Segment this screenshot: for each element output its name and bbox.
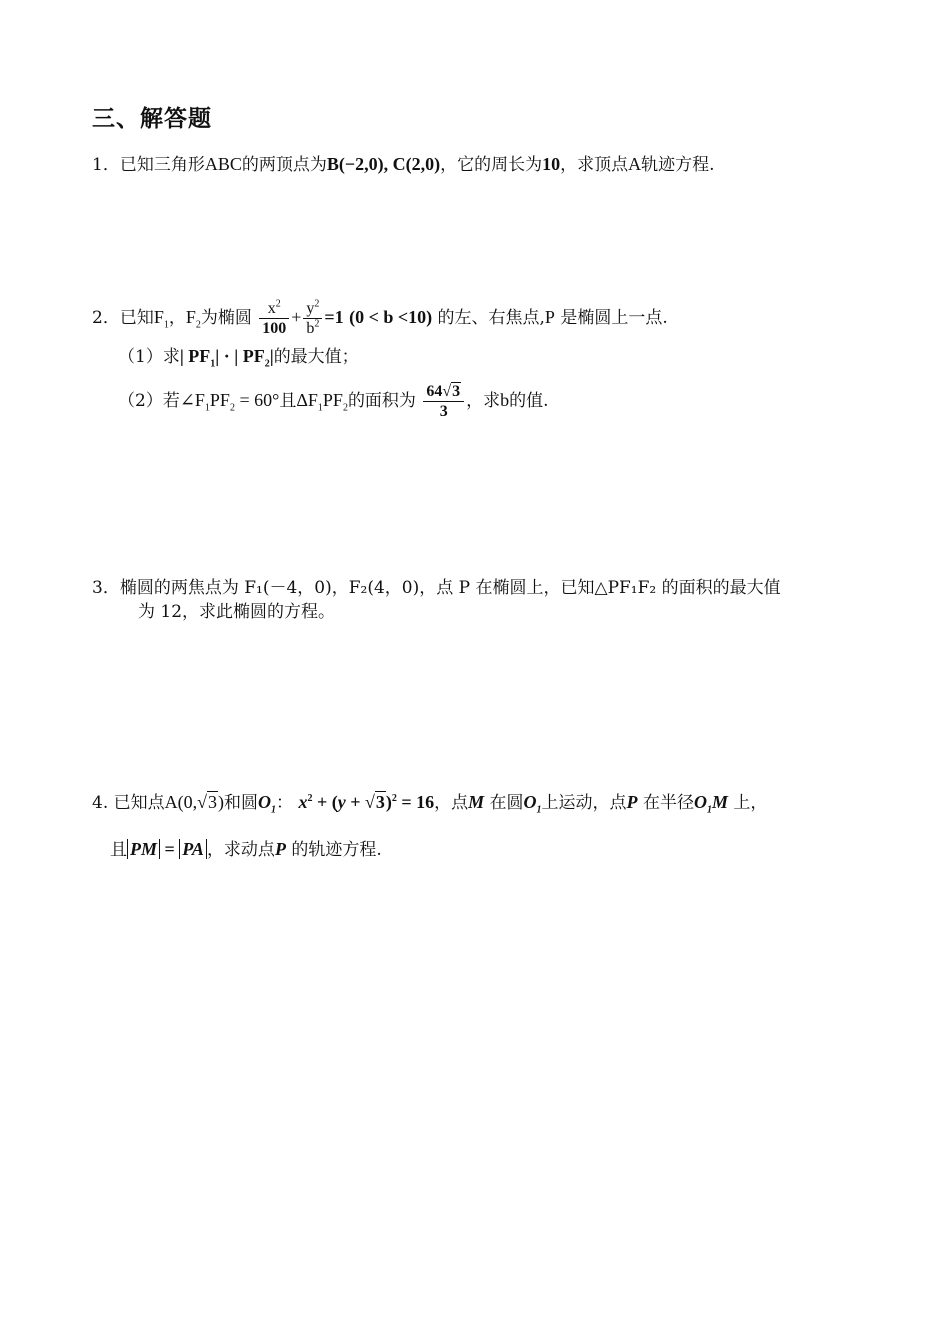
q4-text: 已知点 — [113, 793, 165, 813]
triangle-abc: ABC — [204, 154, 242, 174]
section-heading: 三、解答题 — [92, 106, 212, 132]
focus-f2: $F_2$ — [185, 307, 201, 331]
q4-text: 上， — [733, 793, 768, 813]
question-4-line-1 — [92, 786, 767, 819]
area-fraction: $\frac{64√3}{3}$ — [423, 382, 464, 422]
q4-text: 在圆 — [489, 793, 524, 813]
circle-o1: $O_1$ — [523, 792, 542, 816]
point-p: P — [626, 792, 638, 812]
variable-b: b — [500, 390, 510, 410]
question-2-part-1 — [118, 344, 359, 369]
question-3-line-2 — [138, 600, 335, 624]
abs-pm: PM — [127, 839, 160, 859]
part-text: 的最大值； — [273, 347, 359, 367]
q4-text: 且 — [110, 840, 127, 860]
plus-sign: + — [291, 307, 302, 327]
question-2 — [92, 292, 668, 343]
angle-expression: $\angle F_1PF_2 = 60^\circ$ — [179, 390, 280, 414]
point-m: M — [468, 792, 485, 812]
focus-f1: $F_1$ — [153, 307, 169, 331]
question-1 — [92, 152, 715, 177]
ellipse-fraction-y: $\frac{y^2}{b^2}$ — [303, 299, 322, 339]
equals-sign: = — [160, 839, 180, 859]
ellipse-fraction-x: $\frac{x^2}{100}$ — [259, 299, 289, 339]
vertex-points: B(−2,0), C(2,0) — [326, 154, 441, 174]
part-text: 且 — [279, 391, 297, 411]
q4-text: 的轨迹方程. — [291, 840, 382, 860]
q3-text: 椭圆的两焦点为 F₁(－4，0)，F₂(4，0)，点 P 在椭圆上，已知△PF₁F₂ 的面积的最大值 — [119, 578, 781, 598]
question-4-line-2 — [110, 834, 382, 865]
question-number: 4. — [92, 793, 109, 813]
q4-text: 和圆 — [224, 793, 259, 813]
q4-text: 在半径 — [642, 793, 694, 813]
circle-equation: $x^2 + (y + √3)^2 = 16$ — [298, 792, 435, 812]
question-number: 1． — [92, 155, 120, 175]
equals-one: =1 — [324, 307, 344, 327]
q2-text: 为椭圆 — [200, 308, 252, 328]
q1-text: 轨迹方程. — [641, 155, 715, 175]
point-p: P — [274, 839, 286, 859]
q4-text: ，求动点 — [206, 840, 275, 860]
q1-text: ，求顶点 — [560, 155, 629, 175]
circle-o1: $O_1$ — [258, 792, 277, 816]
q4-text: ： — [276, 793, 294, 813]
part-label: （2）若 — [118, 391, 180, 411]
part-label: （1）求 — [118, 347, 180, 367]
part-text: ，求 — [466, 391, 501, 411]
product-expression: | $PF_1|$ · | $PF_2|$ — [179, 346, 274, 370]
question-2-part-2 — [118, 378, 549, 423]
q1-text: 的两顶点为 — [241, 155, 327, 175]
q2-text: 的左、右焦点, — [437, 308, 545, 328]
radius-o1m: $O_1M$ — [693, 792, 728, 816]
point-a: A(0,√3) — [164, 792, 225, 812]
q3-text: 为 12，求此椭圆的方程。 — [138, 602, 336, 622]
perimeter-value: 10 — [542, 154, 561, 174]
vertex-a: A — [628, 154, 642, 174]
part-text: 的面积为 — [347, 391, 416, 411]
q2-text: ， — [168, 308, 186, 328]
q1-text: ，它的周长为 — [440, 155, 543, 175]
q4-text: ，点 — [434, 793, 469, 813]
part-text: 的值. — [509, 391, 549, 411]
q2-text: 是椭圆上一点. — [560, 308, 668, 328]
q1-text: 已知三角形 — [119, 155, 205, 175]
q2-text: 已知 — [119, 308, 154, 328]
question-number: 3． — [92, 578, 120, 598]
point-p: P — [544, 307, 555, 327]
question-number: 2． — [92, 308, 120, 328]
q4-text: 上运动，点 — [541, 793, 627, 813]
question-3-line-1 — [92, 576, 781, 600]
condition: (0 < b <10) — [349, 307, 433, 327]
triangle-expression: $\Delta F_1PF_2$ — [296, 390, 348, 414]
abs-pa: PA — [179, 839, 207, 859]
